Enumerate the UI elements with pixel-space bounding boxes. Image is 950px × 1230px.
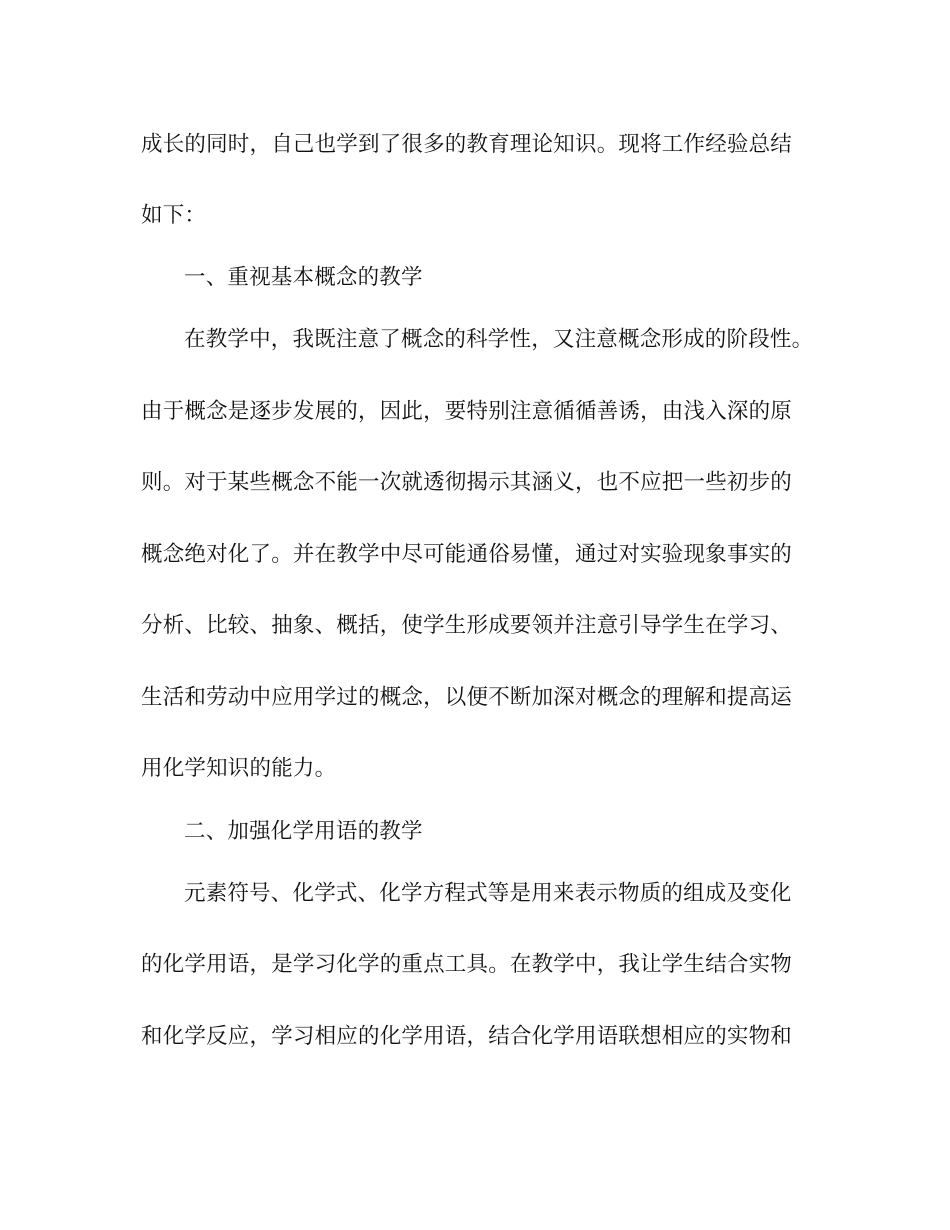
paragraph-line: 和化学反应，学习相应的化学用语，结合化学用语联想相应的实物和 <box>141 1024 793 1049</box>
paragraph-line: 概念绝对化了。并在教学中尽可能通俗易懂，通过对实验现象事实的 <box>141 542 793 567</box>
paragraph-line: 用化学知识的能力。 <box>141 756 337 781</box>
paragraph-first-line: 元素符号、化学式、化学方程式等是用来表示物质的组成及变化 <box>184 881 792 906</box>
paragraph-line: 则。对于某些概念不能一次就透彻揭示其涵义，也不应把一些初步的 <box>141 470 793 495</box>
section-heading-1: 一、重视基本概念的教学 <box>184 265 423 290</box>
section-heading-2: 二、加强化学用语的教学 <box>184 819 423 844</box>
paragraph-line: 的化学用语，是学习化学的重点工具。在教学中，我让学生结合实物 <box>141 952 793 977</box>
paragraph-line: 由于概念是逐步发展的，因此，要特别注意循循善诱，由浅入深的原 <box>141 399 793 424</box>
paragraph-line: 分析、比较、抽象、概括，使学生形成要领并注意引导学生在学习、 <box>141 613 793 638</box>
paragraph-first-line: 在教学中，我既注意了概念的科学性，又注意概念形成的阶段性。 <box>184 327 814 352</box>
paragraph-line: 生活和劳动中应用学过的概念，以便不断加深对概念的理解和提高运 <box>141 685 793 710</box>
paragraph-continuation-line: 成长的同时，自己也学到了很多的教育理论知识。现将工作经验总结 <box>141 132 793 157</box>
paragraph-continuation-line: 如下： <box>141 203 207 228</box>
